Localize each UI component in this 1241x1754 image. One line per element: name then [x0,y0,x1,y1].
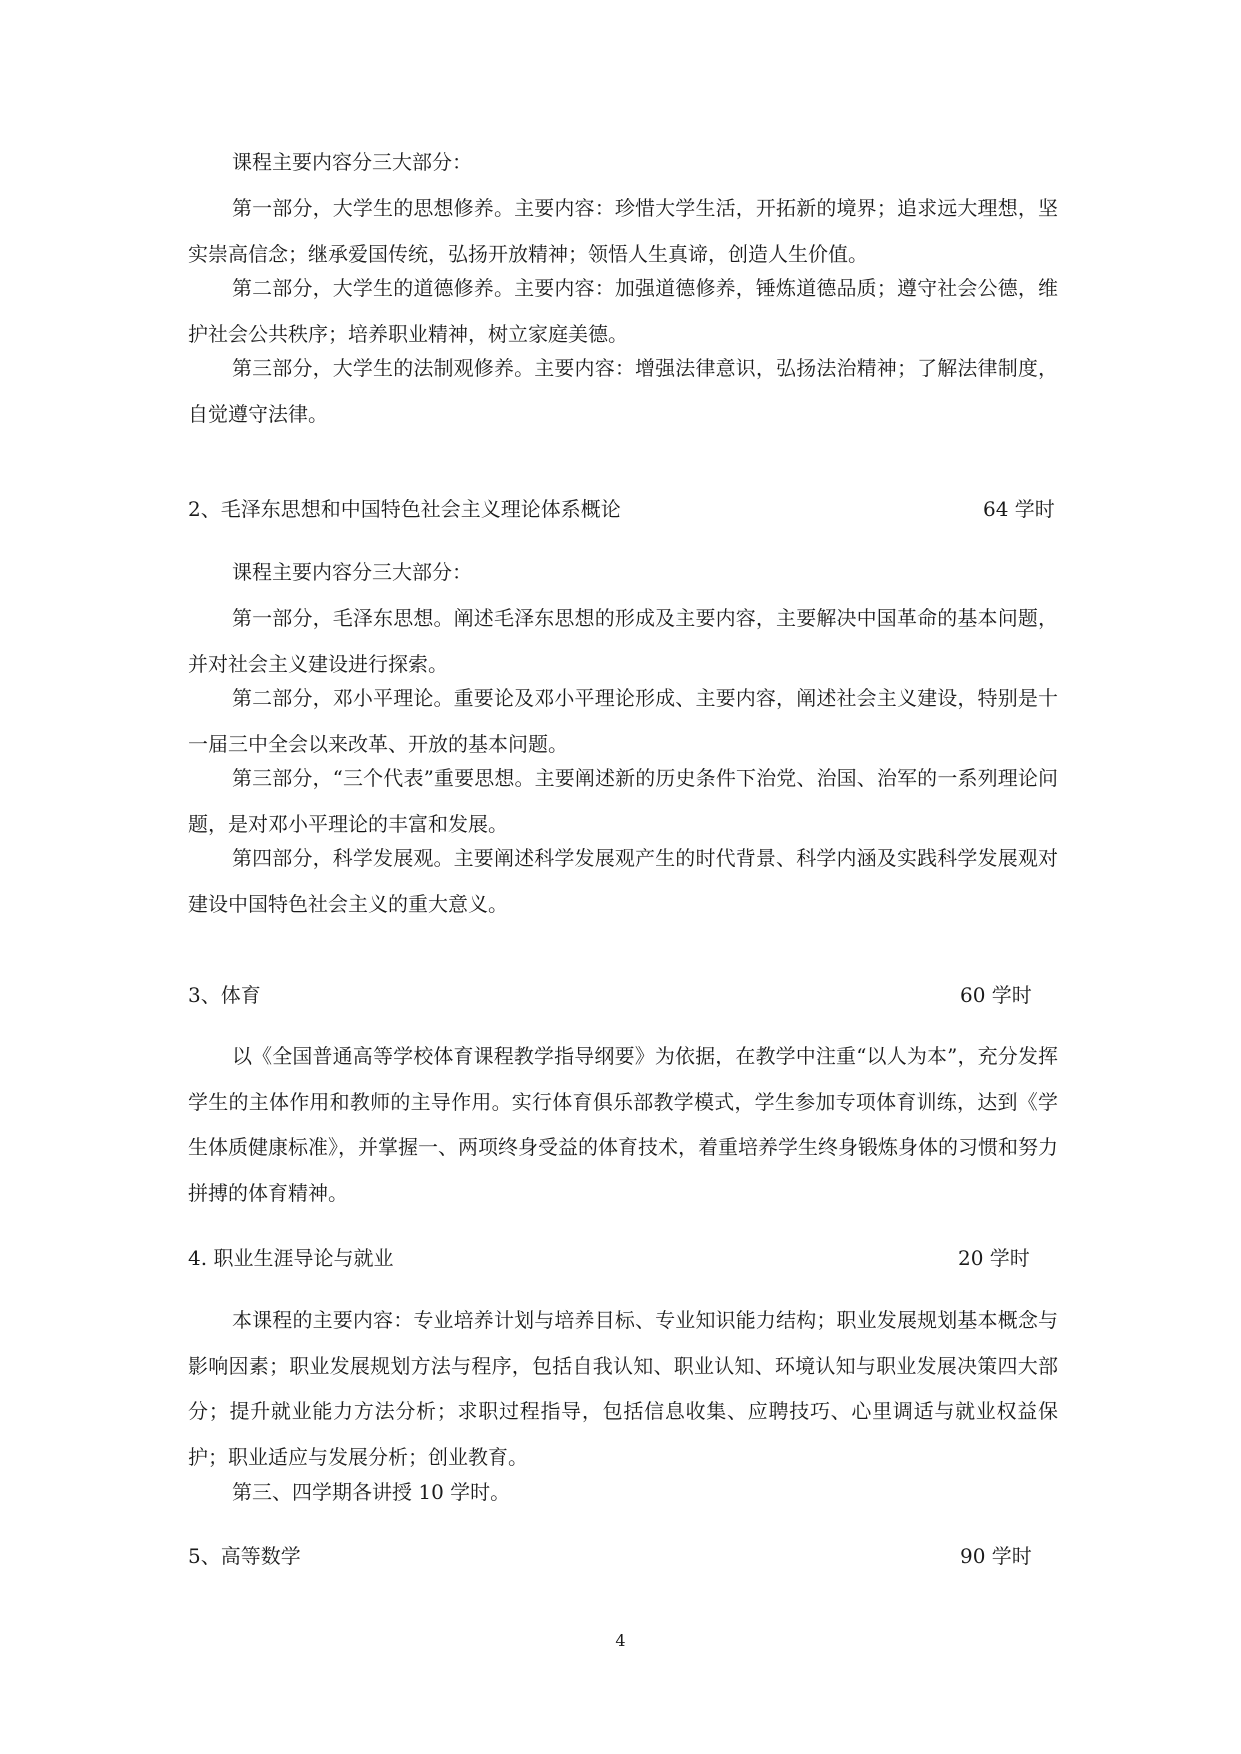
paragraph: 第三、四学期各讲授 10 学时。 [232,1480,511,1504]
course-hours: 90 学时 [960,1544,1032,1568]
course-heading [188,494,1058,524]
paragraph: 第三部分，大学生的法制观修养。主要内容：增强法律意识，弘扬法治精神；了解法律制度，自觉遵守法律。 [188,356,1058,426]
course-heading [188,980,1058,1010]
course-title: 5、高等数学 [188,1544,301,1568]
paragraph: 第三部分，“三个代表”重要思想。主要阐述新的历史条件下治党、治国、治军的一系列理论问题，是对邓小平理论的丰富和发展。 [188,766,1058,836]
page-number: 4 [615,1631,626,1650]
paragraph: 课程主要内容分三大部分： [232,150,472,174]
paragraph: 第一部分，毛泽东思想。阐述毛泽东思想的形成及主要内容，主要解决中国革命的基本问题，并对社会主义建设进行探索。 [188,606,1058,676]
course-title: 2、毛泽东思想和中国特色社会主义理论体系概论 [188,497,621,521]
paragraph: 以《全国普通高等学校体育课程教学指导纲要》为依据，在教学中注重“以人为本”，充分发挥学生的主体作用和教师的主导作用。实行体育俱乐部教学模式，学生参加专项体育训练，达到《学生体质健康标准》，并掌握一、两项终身受益的体育技术，着重培养学生终身锻炼身体的习惯和努力拼搏的体育精神。 [188,1044,1058,1205]
course-title: 4. 职业生涯导论与就业 [188,1246,394,1270]
course-heading [188,1541,1058,1571]
course-hours: 60 学时 [960,983,1032,1007]
paragraph: 课程主要内容分三大部分： [232,560,472,584]
paragraph: 第一部分，大学生的思想修养。主要内容：珍惜大学生活，开拓新的境界；追求远大理想，坚实崇高信念；继承爱国传统，弘扬开放精神；领悟人生真谛，创造人生价值。 [188,196,1058,266]
course-title: 3、体育 [188,983,261,1007]
paragraph: 第二部分，邓小平理论。重要论及邓小平理论形成、主要内容，阐述社会主义建设，特别是十一届三中全会以来改革、开放的基本问题。 [188,686,1058,756]
paragraph: 第二部分，大学生的道德修养。主要内容：加强道德修养，锤炼道德品质；遵守社会公德，维护社会公共秩序；培养职业精神，树立家庭美德。 [188,276,1058,346]
course-heading [188,1243,1058,1273]
course-hours: 20 学时 [958,1246,1030,1270]
course-hours: 64 学时 [983,497,1055,521]
paragraph: 第四部分，科学发展观。主要阐述科学发展观产生的时代背景、科学内涵及实践科学发展观对建设中国特色社会主义的重大意义。 [188,846,1058,916]
paragraph: 本课程的主要内容：专业培养计划与培养目标、专业知识能力结构；职业发展规划基本概念与影响因素；职业发展规划方法与程序，包括自我认知、职业认知、环境认知与职业发展决策四大部分；提升就业能力方法分析；求职过程指导，包括信息收集、应聘技巧、心里调适与就业权益保护；职业适应与发展分析；创业教育。 [188,1308,1058,1469]
